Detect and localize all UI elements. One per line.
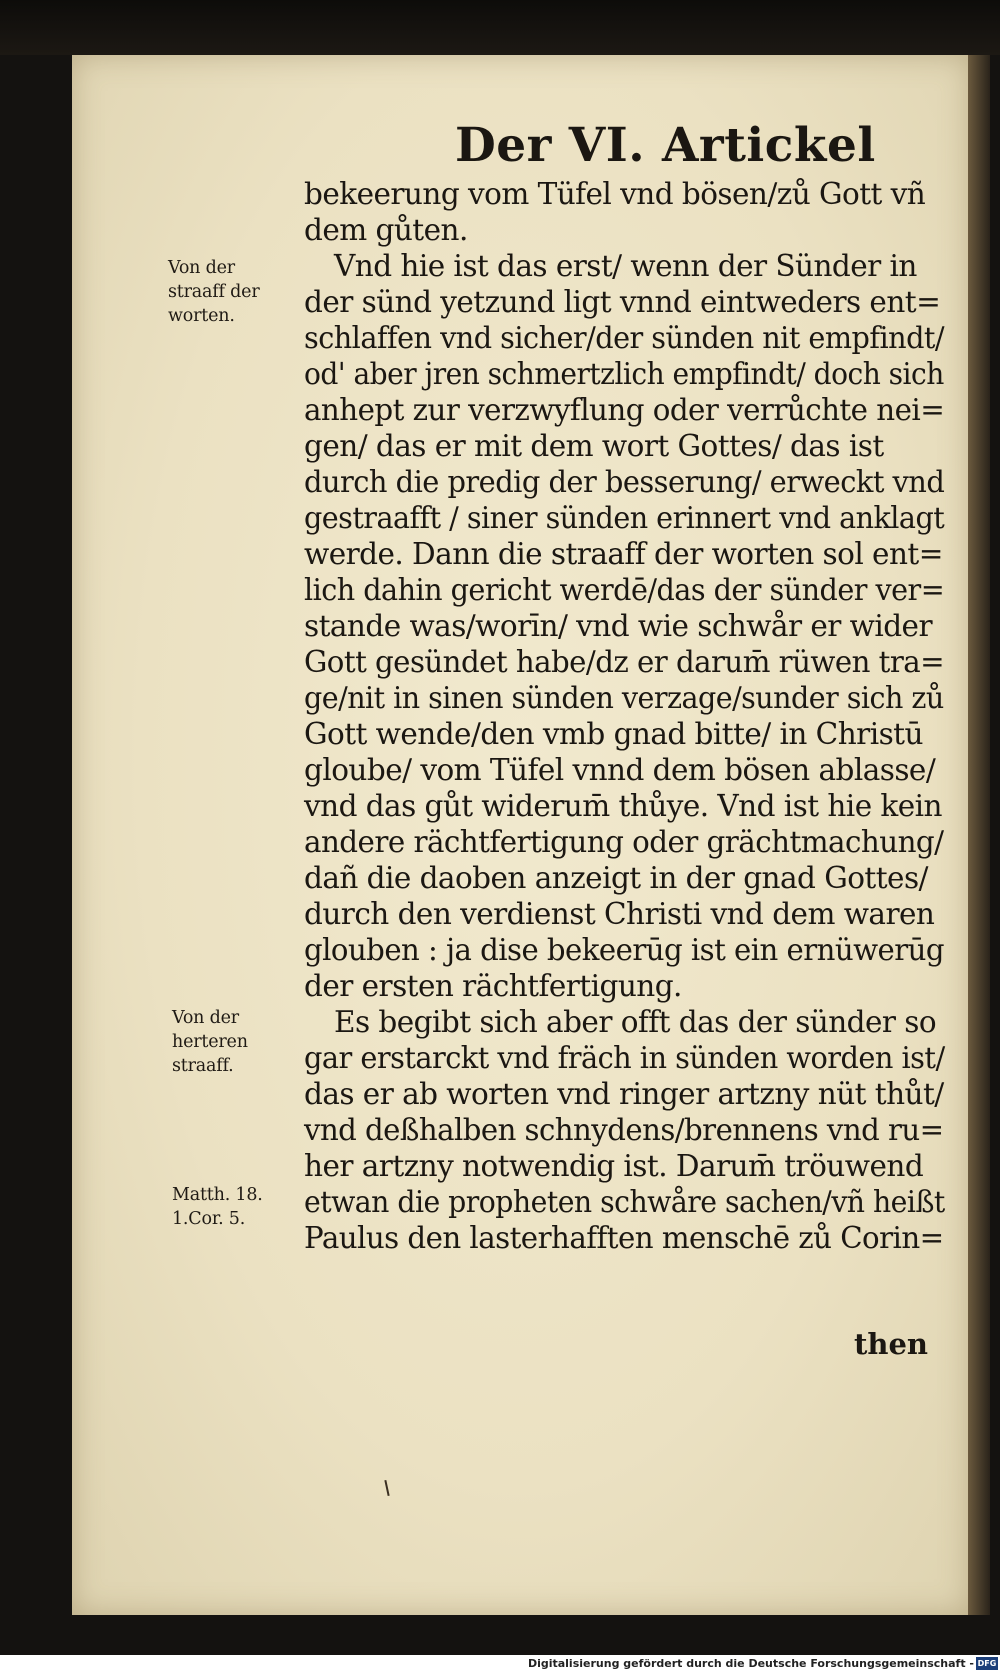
catchword: then — [853, 1327, 928, 1361]
text-line: durch den verdienst Christi vnd dem waren — [304, 897, 935, 931]
text-line: ge/nit in sinen sünden verzage/sunder sich zů — [304, 681, 944, 715]
text-line: gen/ das er mit dem wort Gottes/ das ist — [304, 429, 884, 463]
text-line: Es begibt sich aber offt das der sünder so — [334, 1005, 937, 1039]
page-fore-edge — [968, 55, 990, 1615]
margin-note-straaff-der-worten — [168, 256, 260, 328]
text-line: gestraafft / siner sünden erinnert vnd anklagt — [304, 501, 945, 535]
text-line: Gott gesündet habe/dz er darum̄ rüwen tra= — [304, 645, 945, 679]
margin-note-herteren-straaff — [172, 1006, 248, 1078]
text-line: stande was/worīn/ vnd wie schwår er wider — [304, 609, 933, 643]
text-line: Gott wende/den vmb gnad bitte/ in Christū — [304, 717, 923, 751]
margin-note-line: straaff. — [172, 1056, 234, 1076]
text-line: vnd deßhalben schnydens/brennens vnd ru= — [304, 1113, 944, 1147]
margin-note-line: Von der — [168, 258, 235, 278]
text-line: od' aber jren schmertzlich empfindt/ doch sich — [304, 357, 944, 391]
text-line: andere rächtfertigung oder grächtmachung/ — [304, 825, 944, 859]
text-line: her artzny notwendig ist. Darum̄ tröuwend — [304, 1149, 924, 1183]
text-line: werde. Dann die straaff der worten sol ent= — [304, 537, 943, 571]
margin-note-line: 1.Cor. 5. — [172, 1209, 246, 1229]
margin-note-line: straaff der — [168, 282, 260, 302]
text-line: gar erstarckt vnd fräch in sünden worden ist/ — [304, 1041, 945, 1075]
margin-note-line: herteren — [172, 1032, 248, 1052]
running-head: Der VI. Artickel — [455, 118, 876, 173]
margin-note-references — [172, 1183, 263, 1231]
text-line: lich dahin gericht werdē/das der sünder ver= — [304, 573, 945, 607]
text-line: bekeerung vom Tüfel vnd bösen/zů Gott vñ — [304, 177, 926, 211]
text-line: Paulus den lasterhafften menschē zů Corin= — [304, 1221, 944, 1255]
digitization-credit: Digitalisierung gefördert durch die Deutsche Forschungsgemeinschaft - — [527, 1657, 974, 1670]
text-line: etwan die propheten schwåre sachen/vñ heißt — [304, 1185, 945, 1219]
dfg-logo-icon: DFG — [977, 1659, 997, 1668]
margin-note-line: worten. — [168, 306, 235, 326]
text-line: glouben : ja dise bekeerūg ist ein ernüwerūg — [304, 933, 945, 967]
text-line: durch die predig der besserung/ erweckt vnd — [304, 465, 945, 499]
text-line: anhept zur verzwyflung oder verrůchte nei= — [304, 393, 945, 427]
text-line: dem gůten. — [304, 213, 468, 247]
text-line: dañ die daoben anzeigt in der gnad Gottes/ — [304, 861, 928, 895]
text-line: vnd das gůt widerum̄ thůye. Vnd ist hie kein — [304, 789, 942, 823]
text-line: Vnd hie ist das erst/ wenn der Sünder in — [334, 249, 917, 283]
text-line: das er ab worten vnd ringer artzny nüt thůt/ — [304, 1077, 944, 1111]
margin-note-line: Von der — [172, 1008, 239, 1028]
text-line: der sünd yetzund ligt vnnd eintweders ent= — [304, 285, 941, 319]
text-line: gloube/ vom Tüfel vnnd dem bösen ablasse/ — [304, 753, 936, 787]
text-line: schlaffen vnd sicher/der sünden nit empfindt/ — [304, 321, 945, 355]
text-line: der ersten rächtfertigung. — [304, 969, 682, 1003]
scan-top-edge — [0, 0, 1000, 55]
margin-note-line: Matth. 18. — [172, 1185, 263, 1205]
